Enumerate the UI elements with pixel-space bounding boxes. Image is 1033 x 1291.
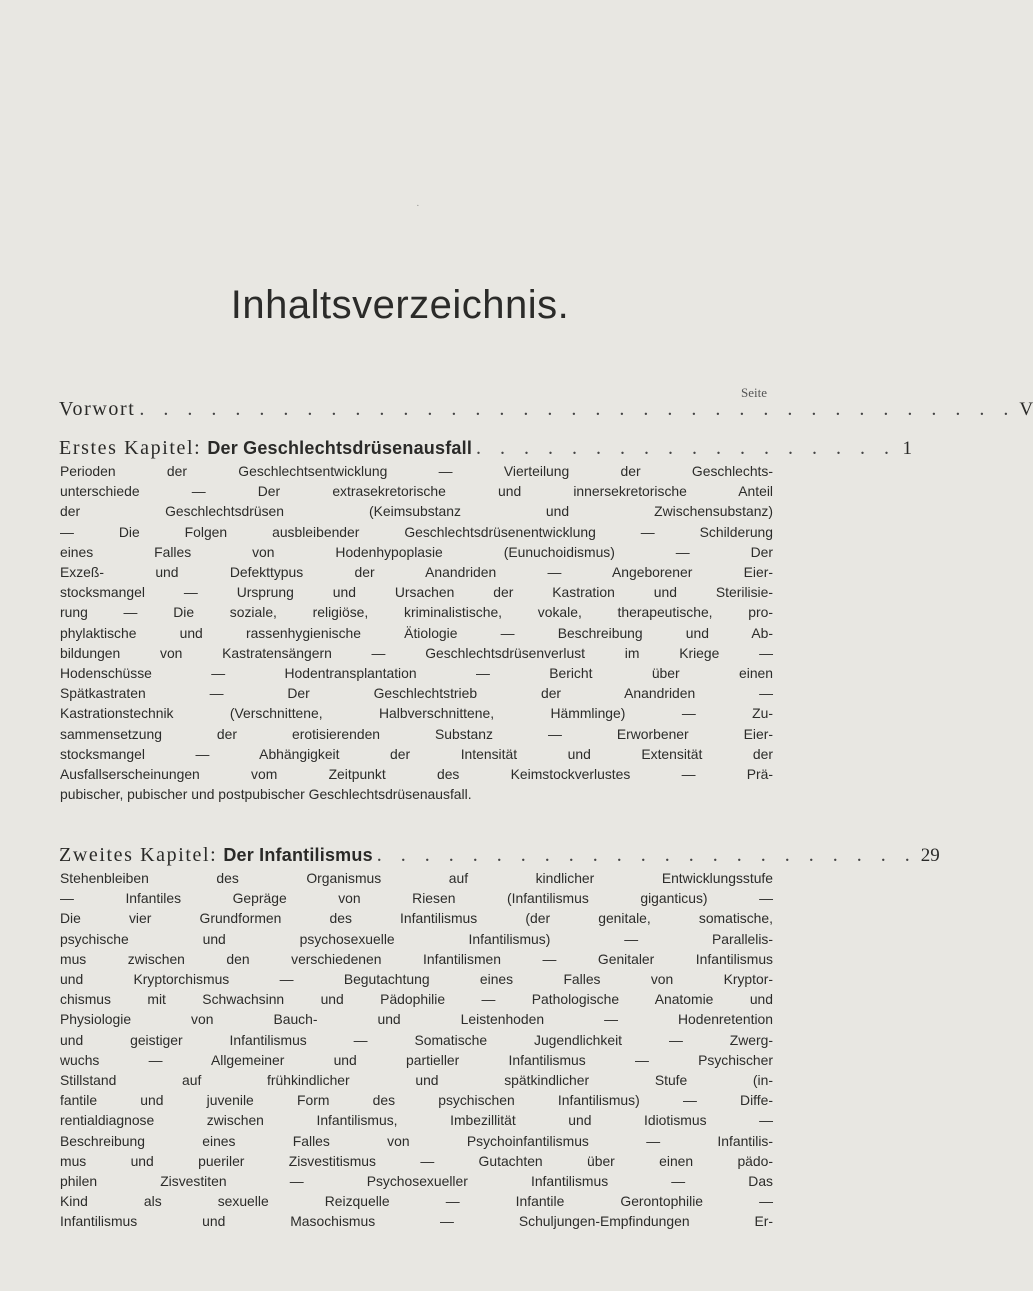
entry-page-number: 1: [902, 438, 913, 459]
chapter-title: Der Geschlechtsdrüsenausfall: [207, 438, 473, 458]
summary-line: Perioden der Geschlechtsentwicklung — Vierteilung der Geschlechts-: [60, 463, 773, 479]
summary-line: Stehenbleiben des Organismus auf kindlicher Entwicklungsstufe: [60, 870, 773, 886]
summary-line: der Geschlechtsdrüsen (Keimsubstanz und Zwischensubstanz): [60, 503, 773, 520]
summary-line: phylaktische und rassenhygienische Ätiologie — Beschreibung und Ab-: [60, 624, 773, 641]
summary-line: bildungen von Kastratensängern — Geschlechtsdrüsenverlust im Kriege —: [60, 644, 773, 661]
chapter-title: Der Infantilismus: [223, 845, 373, 865]
summary-line: Exzeß- und Defekttypus der Anandriden — Angeborener Eier-: [60, 564, 773, 581]
summary-line: pubischer, pubischer und postpubischer Geschlechtsdrüsenausfall.: [60, 786, 472, 803]
page-title: Inhaltsverzeichnis.: [230, 283, 570, 327]
entry-page-number: V: [1019, 399, 1033, 420]
summary-line: Ausfallserscheinungen vom Zeitpunkt des Keimstockverlustes — Prä-: [60, 766, 773, 783]
summary-line: Hodenschüsse — Hodentransplantation — Bericht über einen: [60, 665, 773, 682]
summary-line: fantile und juvenile Form des psychischen Infantilismus) — Diffe-: [60, 1092, 773, 1109]
summary-line: — Die Folgen ausbleibender Geschlechtsdrüsenentwicklung — Schilderung: [60, 523, 773, 540]
page-column-header: Seite: [741, 385, 767, 400]
toc-entry-chapter-1: [59, 436, 913, 804]
stray-mark: ·: [416, 200, 420, 212]
summary-line: wuchs — Allgemeiner und partieller Infantilismus — Psychischer: [60, 1051, 773, 1068]
summary-line: psychische und psychosexuelle Infantilismus) — Parallelis-: [60, 930, 773, 947]
summary-line: Spätkastraten — Der Geschlechtstrieb der Anandriden —: [60, 685, 773, 702]
chapter-label: Zweites Kapitel:: [59, 844, 218, 866]
leader-dots: . . . . . . . . . . . . . . . . . . . . . . . . . . . . . . . . . . . . .: [139, 398, 1016, 420]
chapter-summary: [60, 868, 773, 1232]
summary-line: chismus mit Schwachsinn und Pädophilie — Pathologische Anatomie und: [60, 991, 773, 1008]
toc-entry-chapter-2: [59, 843, 940, 1232]
summary-line: mus und pueriler Zisvestitismus — Gutachten über einen pädo-: [60, 1152, 773, 1169]
summary-line: unterschiede — Der extrasekretorische und innersekretorische Anteil: [60, 483, 773, 500]
summary-line: philen Zisvestiten — Psychosexueller Infantilismus — Das: [60, 1173, 773, 1190]
summary-line: Kind als sexuelle Reizquelle — Infantile Gerontophilie —: [60, 1193, 773, 1210]
summary-line: stocksmangel — Abhängigkeit der Intensität und Extensität der: [60, 745, 773, 762]
summary-line: und geistiger Infantilismus — Somatische Jugendlichkeit — Zwerg-: [60, 1031, 773, 1048]
summary-line: Stillstand auf frühkindlicher und spätkindlicher Stufe (in-: [60, 1072, 773, 1089]
toc-entry-vorwort: [59, 397, 1033, 422]
summary-line: Physiologie von Bauch- und Leistenhoden — Hodenretention: [60, 1011, 773, 1028]
summary-line: sammensetzung der erotisierenden Substanz — Erworbener Eier-: [60, 725, 773, 742]
summary-line: Kastrationstechnik (Verschnittene, Halbverschnittene, Hämmlinge) — Zu-: [60, 705, 773, 722]
leader-dots: . . . . . . . . . . . . . . . . . .: [476, 437, 897, 459]
chapter-label: Erstes Kapitel:: [59, 437, 202, 459]
leader-dots: . . . . . . . . . . . . . . . . . . . . . . .: [376, 844, 917, 866]
summary-line: eines Falles von Hodenhypoplasie (Eunuchoidismus) — Der: [60, 543, 773, 560]
entry-page-number: 29: [920, 845, 940, 866]
chapter-summary: [60, 461, 773, 804]
summary-line: Infantilismus und Masochismus — Schuljungen-Empfindungen Er-: [60, 1213, 773, 1230]
summary-line: rentialdiagnose zwischen Infantilismus, Imbezillität und Idiotismus —: [60, 1112, 773, 1129]
summary-line: und Kryptorchismus — Begutachtung eines Falles von Kryptor-: [60, 971, 773, 988]
summary-line: Beschreibung eines Falles von Psychoinfantilismus — Infantilis-: [60, 1132, 773, 1149]
summary-line: Die vier Grundformen des Infantilismus (der genitale, somatische,: [60, 910, 773, 927]
summary-line: mus zwischen den verschiedenen Infantilismen — Genitaler Infantilismus: [60, 950, 773, 967]
summary-line: stocksmangel — Ursprung und Ursachen der Kastration und Sterilisie-: [60, 584, 773, 601]
summary-line: rung — Die soziale, religiöse, kriminalistische, vokale, therapeutische, pro-: [60, 604, 773, 621]
entry-label: Vorwort: [59, 398, 136, 420]
summary-line: — Infantiles Gepräge von Riesen (Infantilismus giganticus) —: [60, 890, 773, 907]
